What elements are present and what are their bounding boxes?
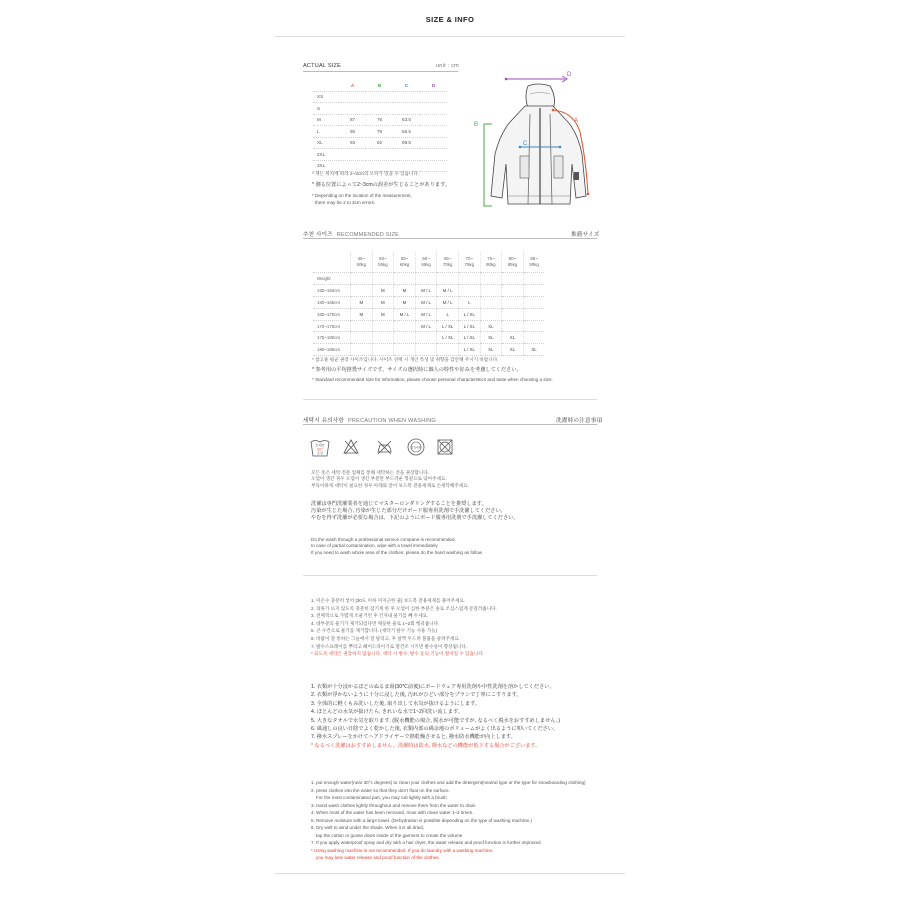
size-value-b <box>366 160 393 172</box>
weight-header: 55~ 60kg <box>394 252 416 273</box>
size-value-c <box>393 149 420 161</box>
no-iron-icon <box>375 438 393 456</box>
actual-size-note-jp: * 測る位置によって2~3cmの誤差が生じることがあります。 <box>312 182 451 188</box>
recommended-cell <box>502 284 524 296</box>
recommended-cell: M / L <box>437 296 459 308</box>
recommended-cell <box>372 332 394 344</box>
recommended-title-kr: 추천 사이즈 <box>303 232 333 238</box>
size-value-d <box>420 126 447 138</box>
measure-point-c-right <box>559 146 562 149</box>
size-value-d <box>420 149 447 161</box>
recommended-cell: XL <box>502 332 524 344</box>
washing-en-line: If you need to wash whole area of the clothes, please do the hand washing as follow <box>311 549 483 555</box>
neutral-detergent-icon <box>405 436 427 458</box>
size-value-b: 76 <box>366 114 393 126</box>
recommended-cell <box>480 284 502 296</box>
weight-header: 45~ 50kg <box>351 252 373 273</box>
recommended-weight-row <box>313 273 544 285</box>
recommended-cell <box>458 284 480 296</box>
hand-wash-neutral: 중성 <box>316 451 324 456</box>
weight-header: 70~ 75kg <box>458 252 480 273</box>
size-value-d <box>420 91 447 103</box>
table-row <box>313 160 447 172</box>
recommended-cell: L / XL <box>458 320 480 332</box>
size-value-c: 63.5 <box>393 114 420 126</box>
size-label: XS <box>313 91 339 103</box>
hand-wash-icon <box>309 436 331 458</box>
recommended-cell: M / L <box>415 320 437 332</box>
table-row <box>313 126 447 138</box>
instruction-kr-1: 1. 미온수 충분히 넣어 [30도 이하 미지근한 물] 보드복 전용세제를 풀어주세요. <box>311 598 466 603</box>
instruction-jp-7: 7. 撥水スプレーをかけてヘアドライヤーで熱乾燥させると, 撥水防水機能が向上します。 <box>311 734 516 741</box>
table-row <box>313 344 544 356</box>
washing-title-kr: 세탁시 유의사항 <box>303 418 344 424</box>
height-label: 180~185cm <box>313 344 351 356</box>
instruction-jp-5: 5. 大きなタオルで水気を取ります. (脱水機能の場合, 脱水が可能ですが, なるべく脱水をおすすめしません。) <box>311 717 561 724</box>
recommended-cell: M <box>372 296 394 308</box>
size-label: L <box>313 126 339 138</box>
size-value-b <box>366 103 393 115</box>
instruction-en-warning-2: you may lose water release and proof function of the clothes. <box>316 855 440 860</box>
table-row <box>313 308 544 320</box>
size-value-d <box>420 103 447 115</box>
actual-size-rows <box>313 91 447 172</box>
recommended-cell <box>523 296 544 308</box>
recommended-cell: L / XL <box>437 332 459 344</box>
size-value-a: 90 <box>339 126 366 138</box>
recommended-cell <box>523 332 544 344</box>
recommended-cell <box>394 344 416 356</box>
diagram-label-c: C <box>523 141 528 147</box>
size-value-a <box>339 103 366 115</box>
instruction-en-1: 1. put enough water(near 30°c degrees) to clean your clothes and add the detergent(neutral type or the type for snowboarding clothing) <box>311 780 586 785</box>
diagram-label-a: A <box>574 118 579 124</box>
weight-header: 50~ 55kg <box>372 252 394 273</box>
size-value-a <box>339 91 366 103</box>
size-value-d <box>420 137 447 149</box>
instruction-kr-7: 7. 발수스프레이를 뿌리고 헤어드라이기로 열건조 시키면 발수성이 향상됩니다. <box>311 643 468 649</box>
actual-size-underline <box>303 71 458 72</box>
instruction-jp-warning: * なるべく洗濯はおすすめしません。洗濯時は防水, 撥水などの機能が低下する場合がございます。 <box>311 742 541 749</box>
recommended-cell <box>523 308 544 320</box>
size-value-c <box>393 103 420 115</box>
washing-jp-line: 汚染が生じた場合, 汚染が生じた部分だけボード服専用洗剤で手洗濯してください。 <box>311 508 506 514</box>
size-value-a: 87 <box>339 114 366 126</box>
section-divider-1 <box>303 399 597 400</box>
instruction-kr-2: 2. 의류가 뜨지 않도록 충분히 잠기게 한 후 오염이 심한 부분은 솔로 조심스럽게 문질러줍니다. <box>311 605 497 611</box>
neutral-detergent-label: 중성세제 <box>410 445 422 450</box>
table-row <box>313 103 447 115</box>
size-value-b <box>366 149 393 161</box>
table-row <box>313 332 544 344</box>
size-label: S <box>313 103 339 115</box>
diagram-label-b: B <box>474 122 479 128</box>
instruction-en-2: 2. press clothes into the water so that they don't float on the surface. <box>311 787 450 793</box>
recommended-cell <box>394 320 416 332</box>
table-row <box>313 149 447 161</box>
size-value-a: 93 <box>339 137 366 149</box>
recommended-title-en: RECOMMENDED SIZE <box>336 232 400 238</box>
no-tumble-dry-icon <box>436 438 454 456</box>
size-label: 3XL <box>313 160 339 172</box>
instruction-en-6b: tap the cotton or goose down inside of the garment to create the volume <box>316 832 463 838</box>
instruction-en-6: 6. Dry well to wind under the shade. When it is all dried, <box>311 825 425 830</box>
recommended-cell: L / XL <box>458 332 480 344</box>
size-value-b: 79 <box>366 126 393 138</box>
height-label: 160~165cm <box>313 296 351 308</box>
size-label: XL <box>313 137 339 149</box>
measure-line-b <box>484 124 492 206</box>
recommended-cell: M <box>372 308 394 320</box>
washing-text-kr <box>311 470 611 489</box>
hand-wash-label: 손세탁 <box>315 443 325 448</box>
actual-size-table <box>313 80 447 172</box>
weight-header: 80~ 85kg <box>502 252 524 273</box>
instruction-jp-2: 2. 衣類が浮かないように十分に浸した後, 汚れがひどい部分をブラシで丁寧にこすります。 <box>311 692 522 699</box>
size-value-c: 66.5 <box>393 126 420 138</box>
no-bleach-icon <box>342 438 360 456</box>
instruction-en-2b: For the most contaminated part, you may rub lightly with a brush <box>316 795 447 800</box>
recommended-note-kr: * 참고용 평균 권장 사이즈입니다. 사이즈 선택 시 개인 특성 및 취향을 감안해 주시기 바랍니다. <box>312 357 499 362</box>
height-label: 165~170cm <box>313 308 351 320</box>
recommended-cell <box>415 332 437 344</box>
table-row <box>313 137 447 149</box>
instruction-en-4: 4. When most of the water has been removed, rinse with clean water 1~2 times. <box>311 810 474 815</box>
washing-underline <box>303 424 597 425</box>
size-value-a <box>339 149 366 161</box>
instruction-jp-1: 1. 衣類が十分浸かるほどのぬるま湯(30℃前後)にボードウェア専用洗剤や中性洗剤を溶かしてください。 <box>311 684 555 690</box>
title-divider <box>275 36 625 37</box>
jacket-body <box>491 106 586 204</box>
recommended-header-row <box>313 252 544 273</box>
table-row <box>313 296 544 308</box>
size-label: 2XL <box>313 149 339 161</box>
washing-jp-line: 洗濯は専門洗濯業者を通じてマスターロンダリングすることを推奨します。 <box>311 501 487 507</box>
recommended-cell: XL <box>480 320 502 332</box>
height-label: 170~175cm <box>313 320 351 332</box>
recommended-cell: M <box>372 284 394 296</box>
weight-header: 65~ 70kg <box>437 252 459 273</box>
recommended-cell <box>372 320 394 332</box>
instructions-kr <box>311 597 611 658</box>
washing-kr-line: 오염이 생긴 경우 오염이 생긴 부분만 부드러운 헝겊으로 닦아주세요. <box>311 476 447 482</box>
recommended-cell: L <box>458 296 480 308</box>
recommended-cell: M <box>351 308 373 320</box>
actual-size-note-en-2: there may be 2 to 3cm errors. <box>315 200 376 205</box>
size-value-a <box>339 160 366 172</box>
recommended-cell <box>523 284 544 296</box>
washing-jp-line: やむを得ず洗濯が必要な場合は、下記のようにボード服専用洗剤で手洗濯してください。 <box>311 515 519 521</box>
col-header-a: A <box>339 80 366 91</box>
size-value-c <box>393 160 420 172</box>
col-header-b: B <box>366 80 393 91</box>
washing-kr-line: 부득이하게 세탁이 필요한 경우 아래와 같이 보드복 전용세제로 손세탁해주세요. <box>311 482 469 488</box>
recommended-cell <box>480 308 502 320</box>
instructions-jp <box>311 683 611 750</box>
instruction-jp-4: 4. ほとんどの水気が抜けたら, きれいな水で1~2回洗い流します。 <box>311 709 463 716</box>
actual-size-unit: unit : cm <box>436 63 459 69</box>
actual-size-title: ACTUAL SIZE <box>303 63 342 69</box>
actual-size-note-en-1: * Depending on the location of the measurement, <box>312 193 412 198</box>
measure-point-c-left <box>519 146 522 149</box>
recommended-cell <box>351 344 373 356</box>
recommended-cell: L / XL <box>458 344 480 356</box>
recommended-table <box>313 252 544 356</box>
washing-en-line: Do the wash through a professional service compane is recommended. <box>311 537 456 542</box>
recommended-cell <box>351 284 373 296</box>
recommended-cell: XL <box>480 332 502 344</box>
actual-size-note-kr: * 재는 위치에 따라 2~3cm의 오차가 있을 수 있습니다. <box>312 171 420 176</box>
recommended-cell: XL <box>480 344 502 356</box>
hand-wash-temp: 30° <box>316 447 324 452</box>
table-row <box>313 114 447 126</box>
size-value-d <box>420 160 447 172</box>
measure-point-a-end <box>587 193 590 196</box>
recommended-cell: XL <box>523 344 544 356</box>
recommended-underline <box>303 238 597 239</box>
size-value-c <box>393 91 420 103</box>
recommended-note-jp: * 参考用の平均推奨サイズです。サイズの選択時に個人の特性や好みを考慮してください。 <box>312 367 522 373</box>
instruction-en-5: 5. Remove moisture with a large towel. (Dehydration is possible depending on the type of washing machine.) <box>311 817 532 823</box>
table-header-row <box>313 80 447 91</box>
recommended-rows <box>313 284 544 355</box>
size-value-b: 82 <box>366 137 393 149</box>
recommended-cell: M / L <box>415 308 437 320</box>
recommended-title-jp: 推薦サイズ <box>571 232 600 238</box>
recommended-cell <box>351 332 373 344</box>
recommended-cell: M / L <box>394 308 416 320</box>
instruction-kr-5: 5. 큰 수건으로 물기를 제거합니다. (세탁기 탈수 기능 사용 가능) <box>311 628 438 634</box>
recommended-cell: M / L <box>415 284 437 296</box>
recommended-cell <box>502 308 524 320</box>
size-value-d <box>420 114 447 126</box>
instruction-en-3: 3. Hand wash clothes lightly throughout and remove them from the water to drain <box>311 802 476 808</box>
instruction-jp-6: 6. 風通しの良い日陰でよく乾かした後, 衣類内部の綿余地のボリュームがよく出るように叩いてください。 <box>311 726 559 733</box>
washing-title-en: PRECAUTION WHEN WASHING <box>347 418 436 424</box>
recommended-cell <box>502 296 524 308</box>
instruction-en-7: 7. If you apply waterproof spray and dry with a hair dryer, the water release and proof function is further improved. <box>311 840 542 845</box>
height-label: 175~180cm <box>313 332 351 344</box>
weight-header: 75~ 80kg <box>480 252 502 273</box>
col-header-d: D <box>420 80 447 91</box>
recommended-cell: M / L <box>437 284 459 296</box>
instructions-en <box>311 779 611 862</box>
recommended-cell <box>394 332 416 344</box>
weight-header: 85~ 90kg <box>523 252 544 273</box>
washing-text-jp <box>311 501 611 522</box>
bottom-divider <box>275 873 625 874</box>
recommended-title <box>303 230 399 238</box>
weight-header: 60~ 65kg <box>415 252 437 273</box>
col-header-c: C <box>393 80 420 91</box>
recommended-cell: M <box>351 296 373 308</box>
recommended-corner: Weight <box>313 273 351 285</box>
table-row <box>313 91 447 103</box>
recommended-cell: M <box>394 284 416 296</box>
instruction-kr-warning: * 되도록 세탁은 권장하지 않습니다. 세탁 시 방수, 발수 등의 기능이 떨어질 수 있습니다. <box>311 651 485 657</box>
recommended-corner-empty <box>313 252 351 273</box>
recommended-cell: L / XL <box>437 320 459 332</box>
recommended-cell: M / L <box>415 296 437 308</box>
washing-title <box>303 416 436 424</box>
recommended-cell <box>480 296 502 308</box>
size-label: M <box>313 114 339 126</box>
instruction-kr-4: 4. 대부분의 물기가 제거되었다면 깨끗한 물로 1~2회 헹궈줍니다. <box>311 620 440 626</box>
recommended-cell: L <box>437 308 459 320</box>
recommended-cell <box>351 320 373 332</box>
recommended-note-en: * Standard recommended size for information, please choose personal characteristics and taste when choosing a size. <box>312 377 553 382</box>
instruction-kr-6: 6. 바람이 잘 통하는 그늘에서 잘 말리고, 후 살짝 두드려 볼륨을 살려주세요. <box>311 635 461 641</box>
recommended-cell: L / XL <box>458 308 480 320</box>
jacket-diagram <box>470 64 600 216</box>
table-row <box>313 284 544 296</box>
measure-point-d-left <box>505 78 508 81</box>
recommended-cell <box>502 320 524 332</box>
recommended-cell <box>415 344 437 356</box>
section-divider-2 <box>303 575 597 576</box>
size-value-c: 69.5 <box>393 137 420 149</box>
height-label: 155~160cm <box>313 284 351 296</box>
size-value-b <box>366 91 393 103</box>
washing-en-line: In case of partial contamination, wipe with a towel immediately <box>311 543 438 549</box>
table-corner <box>313 80 339 91</box>
recommended-cell <box>372 344 394 356</box>
instruction-en-warning-1: * Using washing machine is not recommended. If you do laundry with a washing machine, <box>311 847 494 853</box>
recommended-cell <box>437 344 459 356</box>
measure-point-a-start <box>552 109 555 112</box>
instruction-jp-3: 3. 全体的に軽くもみ洗いした後, 取り出して水気が抜けるようにします。 <box>311 700 481 707</box>
instruction-kr-3: 3. 전체적으로 가볍게 조물거린 후 건져내 물기를 빼 두세요. <box>311 613 429 619</box>
diagram-label-d: D <box>567 72 572 78</box>
washing-kr-line: 모든 옷은 세탁 전문 업체를 통해 세탁하는 것을 권장합니다. <box>311 470 429 475</box>
washing-text-en <box>311 537 611 556</box>
recommended-cell: M <box>394 296 416 308</box>
recommended-cell: XL <box>502 344 524 356</box>
table-row <box>313 320 544 332</box>
page-title: SIZE & INFO <box>425 15 475 24</box>
recommended-cell <box>523 320 544 332</box>
washing-title-jp: 洗濯時の注意事項 <box>556 418 603 424</box>
